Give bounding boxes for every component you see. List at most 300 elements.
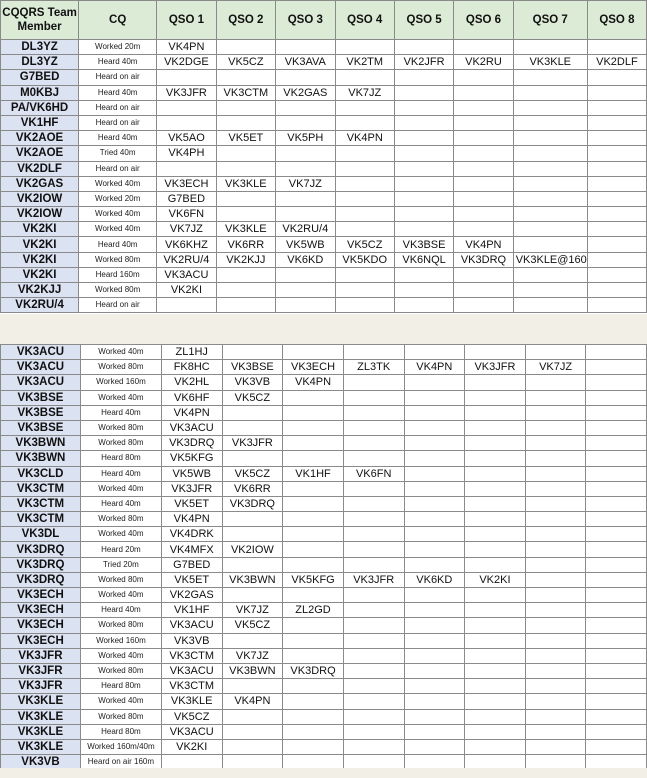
qso-4-cell [343,739,404,754]
table-row [1,283,647,298]
table-row [1,420,647,435]
table-row [1,360,647,375]
qso-4-cell: VK2TM [335,55,394,70]
member-callsign: VK3BSE [1,405,81,420]
cq-status: Worked 160m [80,375,161,390]
cq-status: Heard 80m [80,724,161,739]
qso-6-cell [465,724,526,739]
table-row [1,724,647,739]
qso-8-cell [587,191,646,206]
table-row [1,481,647,496]
qso-5-cell [394,70,453,85]
qso-4-cell [335,146,394,161]
cq-status: Worked 80m [80,420,161,435]
qso-4-cell: VK5CZ [335,237,394,252]
qso-1-cell [157,115,217,130]
qso-7-cell [525,420,586,435]
qso-1-cell: FK8HC [161,360,222,375]
qso-3-cell [283,436,344,451]
table-row [1,542,647,557]
qso-8-cell [586,466,647,481]
qso-1-cell: VK2DGE [157,55,217,70]
qso-5-cell [404,375,465,390]
qso-3-cell [283,496,344,511]
member-callsign: VK1HF [1,115,79,130]
member-callsign: VK2KI [1,237,79,252]
qso-8-cell [587,267,646,282]
qso-3-cell: VK3ECH [283,360,344,375]
qso-3-cell [283,709,344,724]
qso-2-cell [216,161,275,176]
qso-8-cell [587,131,646,146]
qso-2-cell [222,739,283,754]
member-callsign: VK3DRQ [1,542,81,557]
qso-6-cell [454,146,513,161]
qso-4-cell [343,496,404,511]
qso-3-cell [283,648,344,663]
qso-5-cell [394,85,453,100]
qso-1-cell [157,100,217,115]
qso-7-cell [525,724,586,739]
cq-status: Worked 80m [80,572,161,587]
cq-status: Worked 80m [80,360,161,375]
qso-2-cell [222,724,283,739]
member-callsign: VK2DLF [1,161,79,176]
qso-2-cell [216,191,275,206]
qso-2-cell [222,420,283,435]
qso-2-cell [222,557,283,572]
member-callsign: VK2KI [1,267,79,282]
table-row [1,237,647,252]
cq-status: Heard 160m [79,267,157,282]
qso-3-cell [283,481,344,496]
qso-6-cell [465,648,526,663]
qso-3-cell [283,390,344,405]
qso-7-cell [525,755,586,768]
cq-status: Worked 40m [80,648,161,663]
qso-8-cell [586,663,647,678]
member-callsign: DL3YZ [1,40,79,55]
qso-1-cell: VK5WB [161,466,222,481]
qso-4-cell: VK7JZ [335,85,394,100]
qso-7-cell [525,694,586,709]
qso-5-cell: VK2JFR [394,55,453,70]
header-qso-6: QSO 6 [454,1,513,40]
cq-status: Heard 40m [79,131,157,146]
qso-2-cell: VK2KJJ [216,252,275,267]
qso-5-cell [394,131,453,146]
table-row [1,405,647,420]
qso-5-cell [394,146,453,161]
qso-6-cell [465,557,526,572]
qso-4-cell [343,663,404,678]
table-row [1,466,647,481]
qso-6-cell: VK2KI [465,572,526,587]
qso-3-cell: VK2RU/4 [276,222,336,237]
member-callsign: VK2KJJ [1,283,79,298]
cq-status: Worked 40m [80,345,161,360]
table-row [1,451,647,466]
member-callsign: VK3ECH [1,588,81,603]
qso-3-cell [276,267,336,282]
qso-6-cell [454,161,513,176]
table-row [1,633,647,648]
qso-4-cell [335,207,394,222]
qso-4-cell [343,512,404,527]
qso-2-cell: VK3BWN [222,663,283,678]
log-table-section-2 [0,344,647,768]
qso-6-cell [465,739,526,754]
qso-1-cell: VK4PN [161,512,222,527]
header-qso-7: QSO 7 [513,1,587,40]
qso-5-cell [394,176,453,191]
qso-3-cell: VK4PN [283,375,344,390]
table-row [1,390,647,405]
qso-2-cell [222,709,283,724]
member-callsign: VK3ACU [1,360,81,375]
qso-8-cell [586,603,647,618]
qso-3-cell: VK5KFG [283,572,344,587]
table-row [1,85,647,100]
qso-7-cell: VK3KLE@160 [513,252,587,267]
qso-3-cell [283,724,344,739]
cq-status: Heard 80m [80,679,161,694]
qso-7-cell [513,40,587,55]
member-callsign: VK2KI [1,222,79,237]
qso-6-cell [465,709,526,724]
qso-4-cell [343,709,404,724]
member-callsign: VK3DRQ [1,572,81,587]
qso-6-cell: VK2RU [454,55,513,70]
qso-3-cell: ZL2GD [283,603,344,618]
qso-7-cell [513,100,587,115]
header-qso-3: QSO 3 [276,1,336,40]
qso-5-cell [394,115,453,130]
header-cq: CQ [79,1,157,40]
qso-5-cell [404,420,465,435]
qso-4-cell [343,755,404,768]
qso-3-cell [283,588,344,603]
qso-8-cell [586,390,647,405]
qso-7-cell [513,131,587,146]
qso-5-cell [404,709,465,724]
member-callsign: VK2AOE [1,131,79,146]
qso-2-cell [216,283,275,298]
qso-5-cell [394,207,453,222]
qso-1-cell: ZL1HJ [161,345,222,360]
member-callsign: VK3BWN [1,451,81,466]
qso-4-cell: VK5KDO [335,252,394,267]
qso-3-cell [283,694,344,709]
qso-5-cell [404,405,465,420]
qso-1-cell: VK2RU/4 [157,252,217,267]
member-callsign: VK3KLE [1,694,81,709]
qso-8-cell [587,85,646,100]
qso-8-cell [586,420,647,435]
cq-status: Heard on air [79,161,157,176]
qso-8-cell [587,298,646,313]
qso-7-cell [513,85,587,100]
qso-2-cell: VK3KLE [216,176,275,191]
member-callsign: VK3JFR [1,679,81,694]
qso-5-cell [404,451,465,466]
member-callsign: VK3KLE [1,739,81,754]
qso-8-cell [587,70,646,85]
qso-1-cell: VK3ACU [161,663,222,678]
qso-7-cell [525,451,586,466]
qso-2-cell [216,146,275,161]
member-callsign: G7BED [1,70,79,85]
member-callsign: VK3DRQ [1,557,81,572]
qso-4-cell [343,451,404,466]
qso-1-cell: VK1HF [161,603,222,618]
qso-1-cell: VK4MFX [161,542,222,557]
qso-6-cell [465,588,526,603]
qso-7-cell [513,298,587,313]
member-callsign: VK2IOW [1,207,79,222]
header-row [1,1,647,40]
member-callsign: VK3VB [1,755,81,768]
table-row [1,55,647,70]
qso-6-cell [465,375,526,390]
qso-5-cell [404,724,465,739]
qso-4-cell [343,405,404,420]
qso-3-cell [276,146,336,161]
qso-3-cell [283,420,344,435]
qso-4-cell [335,40,394,55]
qso-4-cell [343,436,404,451]
qso-1-cell: VK3ACU [161,618,222,633]
qso-8-cell [586,405,647,420]
table-row [1,527,647,542]
qso-3-cell [283,527,344,542]
qso-5-cell [404,436,465,451]
qso-1-cell: VK5CZ [161,709,222,724]
qso-3-cell [276,40,336,55]
table-row [1,588,647,603]
qso-4-cell [335,222,394,237]
qso-6-cell [454,100,513,115]
qso-4-cell [343,542,404,557]
member-callsign: VK3KLE [1,709,81,724]
qso-6-cell [454,283,513,298]
qso-2-cell: VK5ET [216,131,275,146]
qso-2-cell: VK7JZ [222,603,283,618]
cq-status: Heard 40m [80,496,161,511]
qso-5-cell [404,755,465,768]
qso-6-cell [454,115,513,130]
qso-5-cell: VK3BSE [394,237,453,252]
qso-1-cell [157,161,217,176]
qso-3-cell [276,100,336,115]
member-callsign: VK2RU/4 [1,298,79,313]
qso-6-cell [454,70,513,85]
qso-1-cell: VK5KFG [161,451,222,466]
member-callsign: M0KBJ [1,85,79,100]
qso-8-cell [586,755,647,768]
qso-4-cell [335,176,394,191]
qso-2-cell: VK3BWN [222,572,283,587]
qso-8-cell: VK2DLF [587,55,646,70]
header-member: CQQRS Team Member [1,1,79,40]
qso-3-cell [283,345,344,360]
qso-3-cell [283,542,344,557]
qso-5-cell [394,267,453,282]
qso-3-cell [276,298,336,313]
qso-7-cell [525,481,586,496]
table-row [1,115,647,130]
qso-7-cell [513,237,587,252]
page-break-gap [0,314,647,344]
qso-7-cell [513,222,587,237]
cq-status: Worked 40m [80,481,161,496]
cq-status: Worked 80m [80,663,161,678]
qso-2-cell: VK6RR [216,237,275,252]
qso-6-cell [465,679,526,694]
qso-6-cell [465,481,526,496]
qso-6-cell [465,420,526,435]
qso-log-table-bottom [0,344,647,768]
header-qso-2: QSO 2 [216,1,275,40]
table-row [1,207,647,222]
qso-8-cell [586,512,647,527]
member-callsign: VK2KI [1,252,79,267]
qso-7-cell [513,176,587,191]
member-callsign: VK3CTM [1,481,81,496]
table-row [1,191,647,206]
table-row [1,603,647,618]
cq-status: Worked 80m [80,512,161,527]
member-callsign: VK3ACU [1,375,81,390]
qso-7-cell [525,572,586,587]
member-callsign: VK2IOW [1,191,79,206]
qso-5-cell [404,739,465,754]
cq-status: Tried 20m [80,557,161,572]
qso-3-cell [283,755,344,768]
qso-8-cell [587,100,646,115]
qso-2-cell: VK5CZ [222,618,283,633]
qso-1-cell [157,70,217,85]
qso-6-cell [465,466,526,481]
cq-status: Heard on air [79,115,157,130]
qso-2-cell [216,207,275,222]
cq-status: Worked 40m [80,694,161,709]
qso-4-cell [343,724,404,739]
qso-2-cell: VK3CTM [216,85,275,100]
qso-8-cell [587,237,646,252]
qso-7-cell [513,191,587,206]
qso-4-cell: VK3JFR [343,572,404,587]
qso-1-cell: VK2HL [161,375,222,390]
qso-8-cell [586,618,647,633]
qso-5-cell [404,663,465,678]
qso-5-cell [404,527,465,542]
table-row [1,709,647,724]
qso-7-cell [525,633,586,648]
qso-7-cell [525,663,586,678]
cq-status: Tried 40m [79,146,157,161]
qso-1-cell: VK4PN [157,40,217,55]
qso-1-cell: VK6HF [161,390,222,405]
table-row [1,161,647,176]
member-callsign: VK3CTM [1,512,81,527]
qso-2-cell: VK3KLE [216,222,275,237]
qso-7-cell [525,512,586,527]
cq-status: Heard 80m [80,451,161,466]
qso-5-cell [404,481,465,496]
qso-6-cell [454,40,513,55]
qso-1-cell: VK3ACU [161,724,222,739]
qso-2-cell [222,755,283,768]
qso-2-cell [222,512,283,527]
qso-4-cell [343,481,404,496]
qso-4-cell [343,618,404,633]
qso-1-cell: VK3ACU [161,420,222,435]
cq-status: Worked 40m [80,527,161,542]
table-row [1,755,647,768]
qso-4-cell: VK6FN [343,466,404,481]
member-callsign: VK3ECH [1,618,81,633]
table-row [1,252,647,267]
table-row [1,375,647,390]
header-qso-8: QSO 8 [587,1,646,40]
qso-6-cell [465,390,526,405]
member-callsign: VK2GAS [1,176,79,191]
qso-2-cell: VK7JZ [222,648,283,663]
qso-6-cell [465,542,526,557]
qso-2-cell [216,115,275,130]
qso-6-cell [465,633,526,648]
table-row [1,70,647,85]
qso-7-cell [525,390,586,405]
qso-7-cell [525,618,586,633]
qso-2-cell: VK5CZ [216,55,275,70]
qso-2-cell [222,451,283,466]
qso-4-cell [335,100,394,115]
qso-2-cell: VK6RR [222,481,283,496]
qso-1-cell: VK5ET [161,572,222,587]
qso-8-cell [586,739,647,754]
qso-3-cell: VK7JZ [276,176,336,191]
table-row [1,663,647,678]
qso-7-cell [525,405,586,420]
qso-4-cell [343,390,404,405]
page-bottom-gap [0,768,647,778]
qso-2-cell [222,588,283,603]
qso-4-cell: VK4PN [335,131,394,146]
qso-2-cell [216,70,275,85]
qso-8-cell [586,648,647,663]
cq-status: Worked 80m [79,252,157,267]
qso-3-cell [283,739,344,754]
qso-3-cell [283,633,344,648]
qso-7-cell [525,375,586,390]
qso-5-cell [394,100,453,115]
qso-4-cell [343,603,404,618]
qso-7-cell [513,146,587,161]
qso-2-cell [216,40,275,55]
qso-1-cell: VK3CTM [161,648,222,663]
qso-5-cell [394,161,453,176]
qso-4-cell: ZL3TK [343,360,404,375]
header-qso-5: QSO 5 [394,1,453,40]
qso-2-cell [216,298,275,313]
qso-8-cell [586,436,647,451]
qso-6-cell [465,512,526,527]
cq-status: Heard 40m [80,405,161,420]
qso-1-cell: VK6KHZ [157,237,217,252]
qso-7-cell [525,557,586,572]
